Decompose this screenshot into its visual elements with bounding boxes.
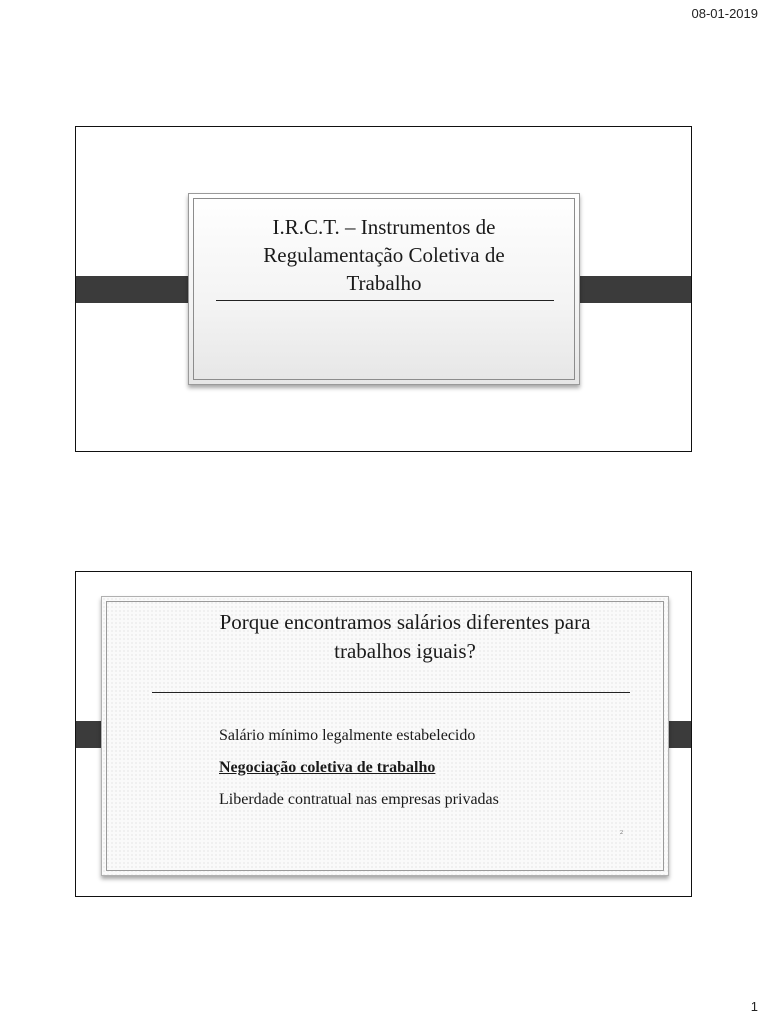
slide-1-title-line: Regulamentação Coletiva de [263, 243, 505, 267]
slide-1-left-bar [76, 276, 200, 303]
slide-1 [75, 126, 692, 452]
slide-2 [75, 571, 692, 897]
slide-1-title-card [188, 193, 580, 385]
list-item: Liberdade contratual nas empresas privadas [219, 791, 499, 808]
slide-2-bullet-list [219, 720, 499, 816]
header-date: 08-01-2019 [691, 6, 758, 21]
slide-2-slide-number: 2 [620, 830, 623, 836]
slide-2-left-bar [76, 721, 102, 748]
slide-1-right-bar [567, 276, 691, 303]
slide-2-content-card-frame [106, 601, 664, 871]
slide-2-title-rule [152, 692, 630, 693]
slide-1-title-line: I.R.C.T. – Instrumentos de [272, 215, 496, 239]
slide-2-content-card [101, 596, 669, 876]
slide-2-title-line: Porque encontramos salários diferentes para [219, 610, 591, 634]
slide-2-title [167, 608, 643, 666]
slide-1-title-line: Trabalho [346, 271, 422, 295]
slide-2-title-line: trabalhos iguais? [334, 639, 476, 663]
list-item: Salário mínimo legalmente estabelecido [219, 727, 476, 744]
slide-1-title [214, 213, 554, 297]
page-number: 1 [750, 999, 758, 1014]
list-item-emphasized: Negociação coletiva de trabalho [219, 759, 436, 776]
slide-1-title-rule [216, 300, 554, 301]
slide-1-title-card-frame [193, 198, 575, 380]
